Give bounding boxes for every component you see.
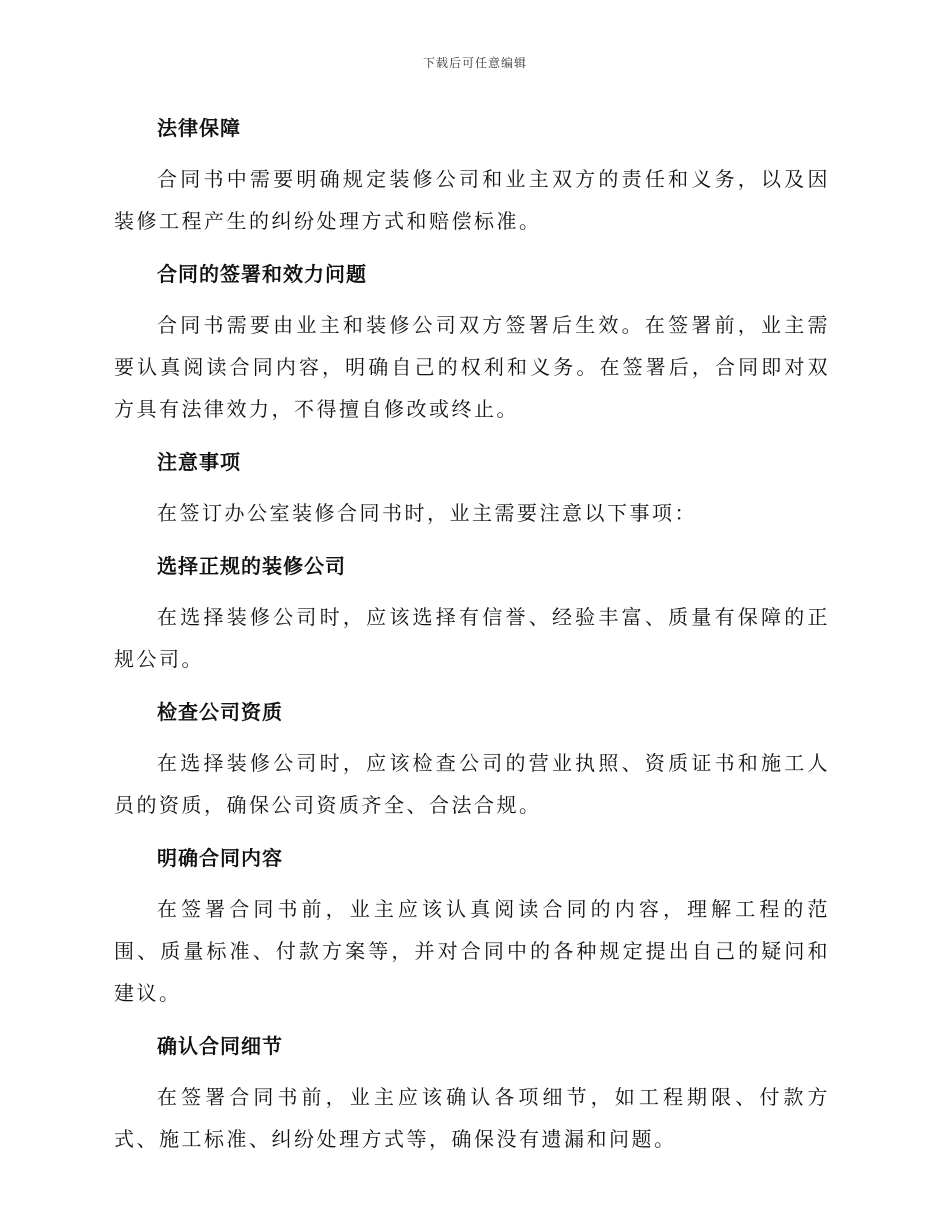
section-paragraph-clarify-content: 在签署合同书前，业主应该认真阅读合同的内容，理解工程的范围、质量标准、付款方案等，并对合同中的各种规定提出自己的疑问和建议。 <box>114 897 830 1005</box>
section-heading-signing-validity: 合同的签署和效力问题 <box>157 262 367 286</box>
section-heading-check-qualification: 检查公司资质 <box>157 700 283 724</box>
section-paragraph-notes: 在签订办公室装修合同书时，业主需要注意以下事项： <box>157 501 697 525</box>
section-paragraph-legal-protection: 合同书中需要明确规定装修公司和业主双方的责任和义务，以及因装修工程产生的纠纷处理方式和赔偿标准。 <box>114 167 830 233</box>
section-heading-choose-company: 选择正规的装修公司 <box>157 554 346 578</box>
section-heading-clarify-content: 明确合同内容 <box>157 846 283 870</box>
section-heading-legal-protection: 法律保障 <box>157 116 241 140</box>
section-heading-confirm-details: 确认合同细节 <box>157 1034 283 1058</box>
section-paragraph-signing-validity: 合同书需要由业主和装修公司双方签署后生效。在签署前，业主需要认真阅读合同内容，明确自己的权利和义务。在签署后，合同即对双方具有法律效力，不得擅自修改或终止。 <box>114 313 830 421</box>
page-header: 下载后可任意编辑 <box>422 56 527 70</box>
section-paragraph-choose-company: 在选择装修公司时，应该选择有信誉、经验丰富、质量有保障的正规公司。 <box>114 605 830 671</box>
section-paragraph-confirm-details: 在签署合同书前，业主应该确认各项细节，如工程期限、付款方式、施工标准、纠纷处理方式等，确保没有遗漏和问题。 <box>114 1085 830 1151</box>
document-body <box>114 108 830 1172</box>
section-heading-notes: 注意事项 <box>157 450 241 474</box>
section-paragraph-check-qualification: 在选择装修公司时，应该检查公司的营业执照、资质证书和施工人员的资质，确保公司资质齐全、合法合规。 <box>114 751 830 817</box>
